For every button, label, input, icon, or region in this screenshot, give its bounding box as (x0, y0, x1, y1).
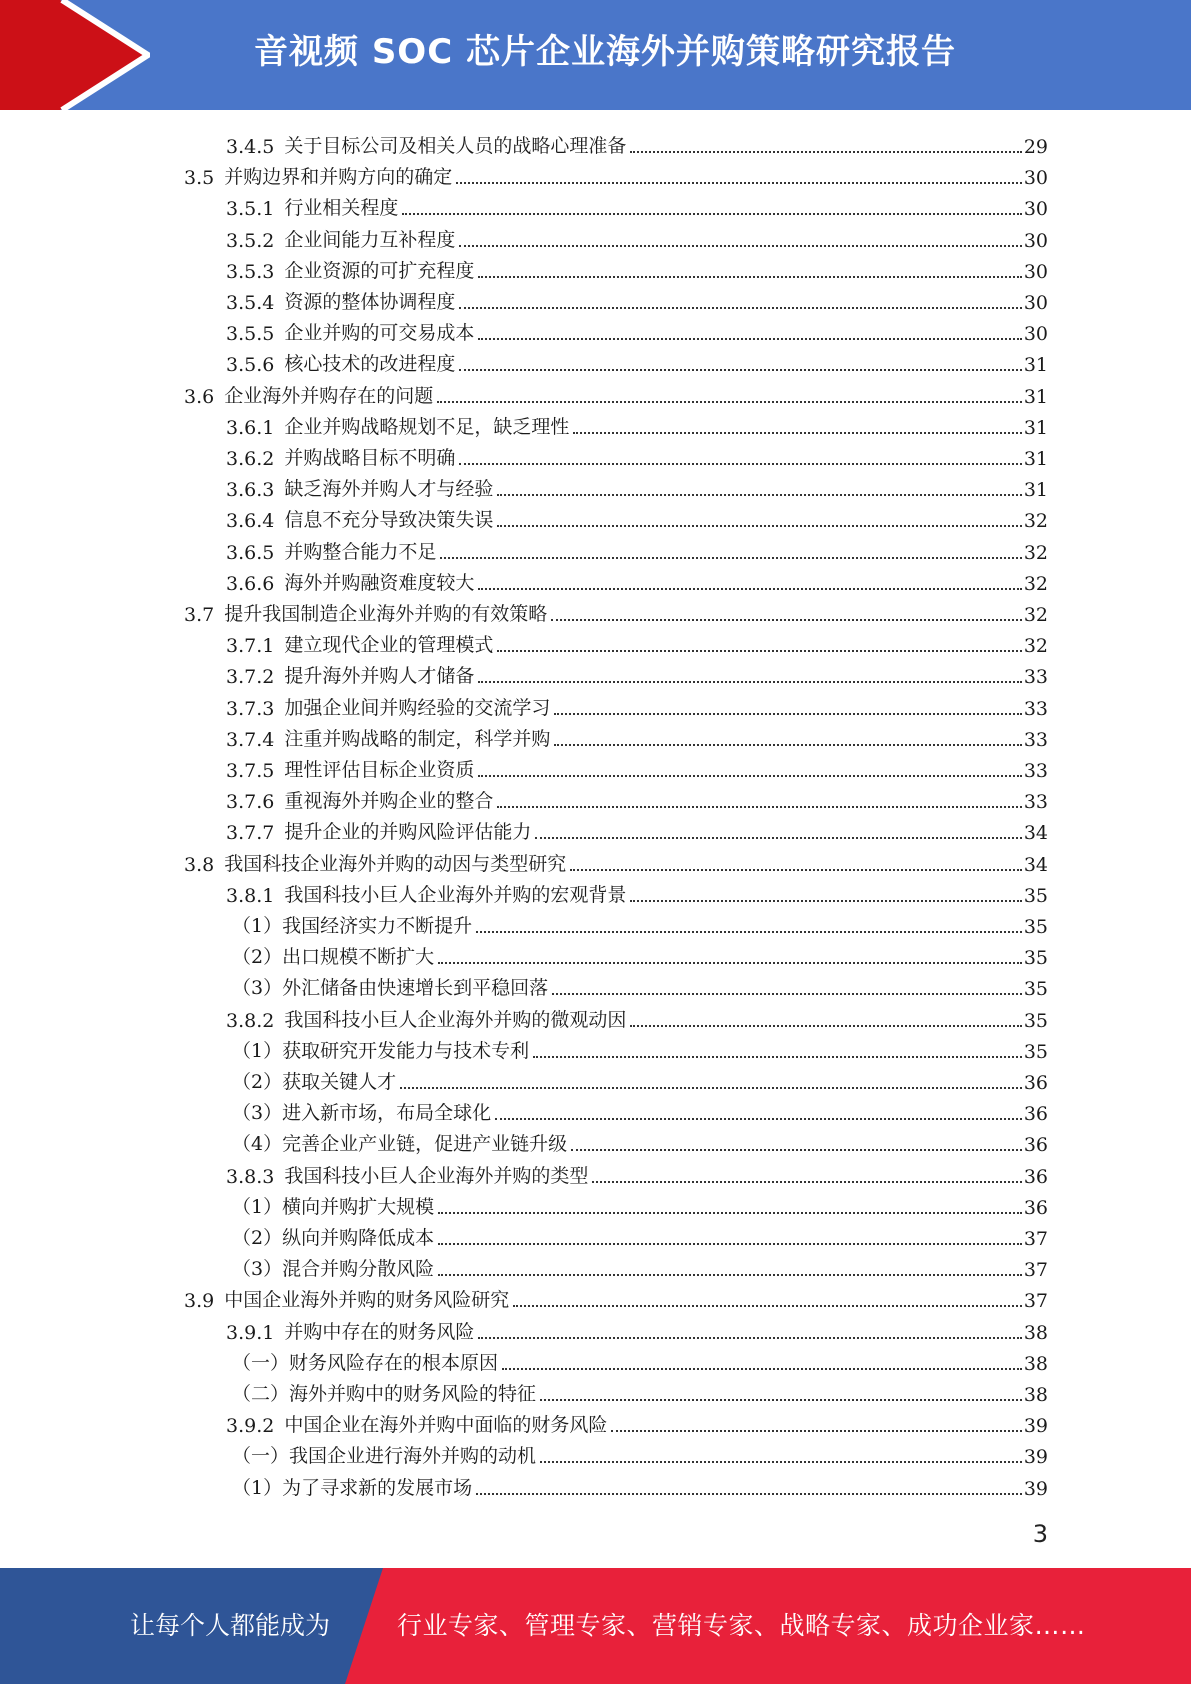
toc-entry-page: 39 (1023, 1446, 1048, 1469)
toc-entry-title: 并购战略目标不明确 (284, 447, 456, 469)
toc-entry[interactable] (226, 314, 1048, 345)
toc-entry-title: 重视海外并购企业的整合 (284, 790, 494, 813)
toc-entry-page: 34 (1023, 853, 1048, 876)
toc-dot-leader (502, 1367, 1022, 1370)
toc-entry-number: （一） (232, 1445, 290, 1468)
toc-entry-number: 3.8 (184, 853, 215, 876)
toc-dot-leader (438, 1242, 1022, 1245)
toc-entry-page: 30 (1023, 323, 1048, 346)
toc-entry-number: 3.6.6 (226, 572, 275, 595)
toc-dot-leader (476, 930, 1022, 933)
toc-dot-leader (592, 1180, 1021, 1183)
toc-entry-number: 3.8.2 (226, 1009, 275, 1032)
toc-entry-number: 3.5.3 (226, 260, 275, 283)
toc-entry-page: 33 (1023, 666, 1048, 689)
toc-entry[interactable] (232, 1094, 1048, 1125)
toc-dot-leader (459, 368, 1021, 371)
toc-dot-leader (437, 400, 1022, 403)
toc-entry-title: 信息不充分导致决策失误 (284, 509, 494, 532)
toc-entry-title: 核心技术的改进程度 (284, 353, 456, 376)
page-number: 3 (1032, 1520, 1048, 1548)
toc-entry-number: 3.6 (184, 385, 215, 408)
toc-entry-page: 34 (1023, 822, 1048, 845)
toc-entry[interactable] (226, 720, 1048, 751)
toc-entry[interactable] (232, 1125, 1048, 1156)
toc-entry-title: 中国企业在海外并购中面临的财务风险 (284, 1414, 608, 1437)
toc-entry-number: （1） (232, 1195, 283, 1218)
toc-entry-page: 31 (1023, 448, 1048, 470)
toc-entry-page: 30 (1023, 229, 1048, 252)
toc-dot-leader (459, 462, 1021, 465)
toc-entry-title: 横向并购扩大规模 (282, 1195, 435, 1218)
toc-entry-number: 3.9.2 (226, 1415, 275, 1438)
toc-entry-page: 39 (1023, 1477, 1048, 1500)
toc-dot-leader (478, 275, 1021, 278)
toc-entry-page: 35 (1023, 1040, 1048, 1063)
toc-entry-title: 获取研究开发能力与技术专利 (282, 1039, 530, 1062)
toc-dot-leader (476, 1492, 1022, 1495)
toc-dot-leader (554, 743, 1021, 746)
toc-dot-leader (459, 244, 1021, 247)
toc-dot-leader (551, 618, 1022, 621)
toc-entry-number: 3.6.2 (226, 448, 275, 470)
toc-entry[interactable] (226, 751, 1048, 782)
toc-entry-page: 36 (1023, 1196, 1048, 1219)
toc-entry[interactable] (226, 501, 1048, 532)
toc-entry[interactable] (232, 1344, 1048, 1375)
toc-dot-leader (571, 1148, 1022, 1151)
toc-entry-page: 36 (1023, 1072, 1048, 1094)
toc-entry-number: （2） (232, 1227, 283, 1249)
toc-entry[interactable] (226, 876, 1048, 907)
toc-entry[interactable] (226, 127, 1048, 158)
toc-dot-leader (459, 306, 1021, 309)
toc-entry-number: 3.8.3 (226, 1165, 275, 1188)
toc-entry[interactable] (226, 408, 1048, 439)
toc-entry-number: 3.6.1 (226, 416, 275, 439)
toc-entry-page: 31 (1023, 385, 1048, 408)
toc-entry-title: 海外并购融资难度较大 (284, 571, 475, 594)
toc-entry-number: 3.5 (184, 167, 215, 190)
toc-entry-page: 36 (1023, 1103, 1048, 1126)
toc-dot-leader (456, 181, 1022, 184)
toc-entry-title: 企业海外并购存在的问题 (224, 384, 434, 407)
toc-entry-page: 39 (1023, 1415, 1048, 1438)
toc-entry-title: 企业并购战略规划不足，缺乏理性 (284, 415, 570, 438)
toc-entry-title: 并购整合能力不足 (284, 540, 437, 563)
toc-entry-page: 35 (1023, 884, 1048, 907)
toc-entry-title: 企业间能力互补程度 (284, 228, 456, 251)
toc-entry[interactable] (226, 1406, 1048, 1437)
toc-dot-leader (497, 649, 1021, 652)
toc-entry-page: 38 (1023, 1352, 1048, 1375)
toc-entry[interactable] (226, 813, 1048, 844)
toc-entry-title: 企业资源的可扩充程度 (284, 259, 475, 282)
toc-dot-leader (630, 1024, 1021, 1027)
toc-dot-leader (478, 680, 1021, 683)
toc-entry-number: （1） (232, 1476, 283, 1499)
toc-entry-title: 我国科技企业海外并购的动因与类型研究 (224, 852, 567, 875)
toc-entry[interactable] (232, 1219, 1048, 1250)
toc-entry[interactable] (226, 1313, 1048, 1344)
toc-entry-number: 3.7.6 (226, 791, 275, 814)
toc-entry-page: 32 (1023, 604, 1048, 626)
toc-entry-page: 35 (1023, 916, 1048, 938)
toc-entry-page: 35 (1023, 1009, 1048, 1032)
toc-entry[interactable] (226, 626, 1048, 657)
toc-entry-title: 提升海外并购人才储备 (284, 665, 475, 688)
toc-entry[interactable] (232, 1032, 1048, 1063)
toc-dot-leader (438, 961, 1022, 964)
toc-entry[interactable] (226, 689, 1048, 720)
toc-entry[interactable] (184, 158, 1048, 189)
toc-dot-leader (540, 1460, 1022, 1463)
toc-entry-title: 行业相关程度 (284, 197, 399, 220)
toc-entry-number: 3.7.5 (226, 760, 275, 782)
toc-entry-title: 理性评估目标企业资质 (284, 759, 475, 781)
toc-entry[interactable] (226, 345, 1048, 376)
toc-entry[interactable] (226, 564, 1048, 595)
toc-entry[interactable] (226, 1001, 1048, 1032)
toc-entry-title: 资源的整体协调程度 (284, 291, 456, 313)
toc-entry-page: 37 (1023, 1259, 1048, 1282)
toc-entry-number: 3.4.5 (226, 136, 275, 158)
toc-entry-page: 35 (1023, 947, 1048, 970)
toc-dot-leader (400, 1086, 1022, 1089)
toc-entry-title: 混合并购分散风险 (282, 1258, 435, 1281)
toc-entry[interactable] (232, 1375, 1048, 1406)
toc-entry-title: 外汇储备由快速增长到平稳回落 (282, 977, 549, 1000)
toc-entry[interactable] (184, 845, 1048, 876)
toc-dot-leader (497, 493, 1021, 496)
toc-entry-title: 我国科技小巨人企业海外并购的微观动因 (284, 1008, 627, 1031)
toc-entry-title: 我国科技小巨人企业海外并购的类型 (284, 1164, 589, 1187)
toc-entry-number: 3.6.3 (226, 479, 275, 502)
toc-dot-leader (438, 1211, 1022, 1214)
toc-entry-title: 缺乏海外并购人才与经验 (284, 478, 494, 501)
toc-dot-leader (478, 337, 1021, 340)
toc-entry-number: 3.8.1 (226, 884, 275, 907)
toc-entry-page: 30 (1023, 167, 1048, 190)
toc-entry-title: 注重并购战略的制定，科学并购 (284, 727, 551, 750)
toc-entry-number: 3.7.3 (226, 697, 275, 720)
toc-entry-title: 提升企业的并购风险评估能力 (284, 821, 532, 844)
toc-entry-page: 38 (1023, 1321, 1048, 1344)
toc-dot-leader (630, 150, 1021, 153)
toc-dot-leader (513, 1304, 1022, 1307)
toc-entry-number: 3.7.7 (226, 822, 275, 845)
toc-entry-number: （3） (232, 977, 283, 1000)
toc-entry-number: 3.5.6 (226, 354, 275, 377)
toc-entry-number: 3.7.4 (226, 728, 275, 751)
toc-entry-number: 3.9 (184, 1290, 215, 1313)
toc-entry-page: 30 (1023, 292, 1048, 314)
toc-entry-number: （一） (232, 1351, 290, 1374)
toc-entry-title: 中国企业海外并购的财务风险研究 (224, 1289, 510, 1312)
toc-dot-leader (497, 524, 1021, 527)
toc-dot-leader (570, 868, 1022, 871)
toc-entry-number: （1） (232, 915, 283, 937)
toc-entry-page: 32 (1023, 541, 1048, 564)
toc-entry[interactable] (184, 595, 1048, 626)
toc-entry-page: 37 (1023, 1290, 1048, 1313)
toc-entry-number: 3.5.1 (226, 198, 275, 221)
toc-entry[interactable] (226, 782, 1048, 813)
toc-entry-page: 33 (1023, 791, 1048, 814)
toc-entry-page: 30 (1023, 198, 1048, 221)
toc-entry-number: 3.5.4 (226, 292, 275, 314)
toc-dot-leader (402, 212, 1021, 215)
toc-entry[interactable] (232, 1469, 1048, 1500)
toc-dot-leader (478, 587, 1021, 590)
toc-entry-number: 3.6.5 (226, 541, 275, 564)
toc-dot-leader (535, 836, 1021, 839)
toc-entry-title: 为了寻求新的发展市场 (282, 1476, 473, 1499)
toc-dot-leader (573, 431, 1021, 434)
toc-dot-leader (554, 712, 1021, 715)
toc-entry-title: 完善企业产业链，促进产业链升级 (282, 1133, 568, 1156)
toc-entry[interactable] (232, 1437, 1048, 1468)
toc-entry[interactable] (226, 1157, 1048, 1188)
toc-dot-leader (478, 1336, 1021, 1339)
toc-entry[interactable] (226, 252, 1048, 283)
toc-entry-page: 31 (1023, 354, 1048, 377)
toc-entry[interactable] (226, 221, 1048, 252)
toc-entry[interactable] (232, 1063, 1048, 1094)
toc-entry-number: （3） (232, 1102, 283, 1125)
toc-entry-number: 3.7.2 (226, 666, 275, 689)
page-footer (0, 1568, 1191, 1684)
toc-entry-page: 33 (1023, 697, 1048, 720)
toc-entry-number: 3.9.1 (226, 1321, 275, 1344)
toc-entry-page: 36 (1023, 1165, 1048, 1188)
toc-entry[interactable] (226, 470, 1048, 501)
toc-entry-page: 32 (1023, 510, 1048, 533)
toc-entry-page: 32 (1023, 572, 1048, 595)
toc-entry-page: 32 (1023, 635, 1048, 658)
toc-entry-number: 3.6.4 (226, 510, 275, 533)
toc-entry[interactable] (232, 938, 1048, 969)
footer-slogan-right: 行业专家、管理专家、营销专家、战略专家、成功企业家…… (397, 1611, 1086, 1640)
toc-entry-title: 并购中存在的财务风险 (284, 1320, 475, 1343)
toc-entry-title: 获取关键人才 (282, 1071, 397, 1093)
toc-entry-title: 并购边界和并购方向的确定 (224, 166, 453, 189)
toc-entry[interactable] (232, 907, 1048, 938)
toc-entry[interactable] (232, 969, 1048, 1000)
toc-dot-leader (495, 1117, 1022, 1120)
toc-entry-number: 3.5.2 (226, 229, 275, 252)
toc-entry-title: 纵向并购降低成本 (282, 1227, 435, 1249)
report-title: 音视频 SOC 芯片企业海外并购策略研究报告 (253, 32, 956, 72)
toc-entry-title: 加强企业间并购经验的交流学习 (284, 696, 551, 719)
toc-entry-title: 出口规模不断扩大 (282, 946, 435, 969)
toc-entry-title: 建立现代企业的管理模式 (284, 634, 494, 657)
toc-dot-leader (440, 556, 1021, 559)
toc-dot-leader (497, 805, 1021, 808)
toc-entry-number: 3.5.5 (226, 323, 275, 346)
toc-entry[interactable] (226, 283, 1048, 314)
toc-entry[interactable] (226, 657, 1048, 688)
toc-entry[interactable] (226, 439, 1048, 470)
toc-dot-leader (540, 1398, 1022, 1401)
toc-entry-number: （2） (232, 1071, 283, 1093)
toc-entry[interactable] (232, 1188, 1048, 1219)
toc-entry-number: 3.7 (184, 604, 215, 626)
toc-entry-title: 企业并购的可交易成本 (284, 322, 475, 345)
toc-entry-page: 30 (1023, 260, 1048, 283)
toc-entry[interactable] (232, 1250, 1048, 1281)
toc-entry-title: 我国科技小巨人企业海外并购的宏观背景 (284, 883, 627, 906)
toc-entry-page: 37 (1023, 1228, 1048, 1250)
toc-entry-page: 36 (1023, 1134, 1048, 1157)
toc-dot-leader (478, 774, 1021, 777)
toc-entry-number: 3.7.1 (226, 635, 275, 658)
toc-entry-title: 我国企业进行海外并购的动机 (289, 1445, 537, 1468)
toc-entry-title: 提升我国制造企业海外并购的有效策略 (224, 603, 548, 625)
toc-entry-title: 我国经济实力不断提升 (282, 915, 473, 937)
toc-entry-page: 33 (1023, 728, 1048, 751)
toc-dot-leader (611, 1429, 1021, 1432)
page-header (0, 0, 1191, 110)
toc-entry-title: 关于目标公司及相关人员的战略心理准备 (284, 135, 627, 157)
toc-entry[interactable] (184, 1281, 1048, 1312)
toc-dot-leader (438, 1273, 1022, 1276)
toc-entry-page: 33 (1023, 760, 1048, 782)
toc-entry-number: （1） (232, 1039, 283, 1062)
toc-entry-title: 进入新市场，布局全球化 (282, 1102, 492, 1125)
footer-slogan-left: 让每个人都能成为 (130, 1611, 331, 1640)
toc-entry[interactable] (226, 189, 1048, 220)
toc-dot-leader (630, 899, 1021, 902)
toc-entry-number: （2） (232, 946, 283, 969)
toc-entry-number: （3） (232, 1258, 283, 1281)
toc-entry-title: 财务风险存在的根本原因 (289, 1351, 499, 1374)
toc-entry-number: （二） (232, 1383, 290, 1405)
toc-entry[interactable] (184, 377, 1048, 408)
toc-entry-title: 海外并购中的财务风险的特征 (289, 1383, 537, 1405)
toc-entry-page: 29 (1023, 136, 1048, 158)
toc-entry-page: 35 (1023, 978, 1048, 1001)
toc-entry-page: 31 (1023, 416, 1048, 439)
toc-dot-leader (552, 992, 1022, 995)
toc-entry-page: 38 (1023, 1384, 1048, 1406)
toc-entry[interactable] (226, 533, 1048, 564)
toc-entry-number: （4） (232, 1133, 283, 1156)
toc-entry-page: 31 (1023, 479, 1048, 502)
toc-dot-leader (533, 1055, 1022, 1058)
